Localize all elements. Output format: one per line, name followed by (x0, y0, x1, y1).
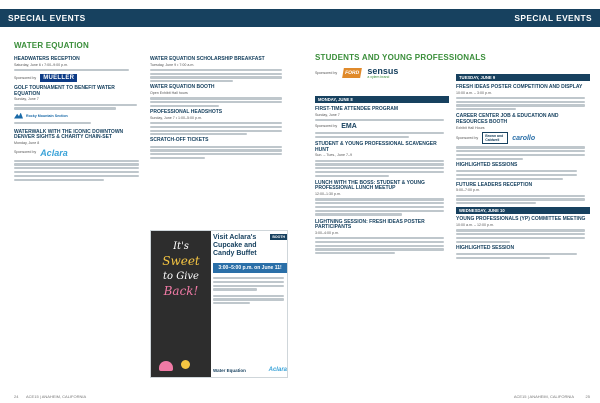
headshots-meta: Sunday, June 7 • 1:00–5:00 p.m. (150, 115, 202, 120)
aclara-ad-logo: Aclara (268, 367, 287, 373)
text-line (315, 241, 444, 243)
ad-brands (213, 367, 287, 373)
text-line (456, 202, 536, 204)
monday-header: MONDAY, JUNE 8 (315, 96, 449, 103)
aclara-logo: Aclara (40, 147, 68, 158)
text-line (315, 175, 389, 177)
sponsored-by-label-career: Sponsored by (456, 135, 479, 140)
tuesday-header: TUESDAY, JUNE 9 (456, 74, 590, 81)
text-line (150, 146, 282, 148)
career-title: CAREER CENTER JOB & EDUCATION AND RESOURCES BOOTH (456, 113, 559, 126)
lunch-meta: 12:00–1:30 p.m. (315, 192, 341, 197)
text-line (213, 281, 284, 283)
sensus-text: sensus (367, 66, 399, 76)
text-line (150, 126, 282, 128)
sponsored-by-label: Sponsored by (14, 75, 37, 80)
text-line (213, 285, 284, 287)
text-line (315, 245, 444, 247)
golf-meta: Sunday, June 7 (14, 97, 39, 102)
ad-headline: Visit Aclara's Cupcake and Candy Buffet (213, 234, 257, 257)
waterwalk-meta: Monday, June 8 (14, 140, 40, 145)
text-line (456, 195, 585, 197)
text-line (456, 170, 577, 172)
first-time-title: FIRST-TIME ATTENDEE PROGRAM (315, 106, 399, 112)
text-line (14, 107, 116, 109)
yp-committee-meta: 10:00 a.m. – 12:00 p.m. (456, 223, 494, 228)
ad-script-2: Sweet (162, 254, 200, 268)
scholarship-meta: Tuesday, June 9 • 7:00 a.m. (150, 62, 195, 67)
text-line (14, 163, 139, 165)
sponsored-by-label-ema: Sponsored by (315, 124, 338, 129)
text-line (456, 229, 585, 231)
headwaters-title: HEADWATERS RECEPTION (14, 56, 80, 62)
text-line (213, 288, 257, 290)
text-line (456, 237, 585, 239)
text-line (456, 108, 516, 110)
text-line (456, 101, 585, 103)
text-line (150, 80, 233, 82)
text-line (456, 233, 585, 235)
sensus-logo (367, 67, 398, 79)
water-equation-title: WATER EQUATION (14, 41, 89, 50)
text-line (456, 97, 585, 99)
text-line (213, 298, 284, 300)
right-column-1 (315, 96, 449, 256)
text-line (315, 132, 444, 134)
text-line (456, 198, 585, 200)
poster-title: FRESH IDEAS POSTER COMPETITION AND DISPLAY (456, 84, 583, 90)
right-column-2 (456, 74, 590, 261)
right-footer: ACE15 | ANAHEIM, CALIFORNIA (513, 394, 574, 399)
ad-time: 3:00–5:00 p.m. on June 11! (213, 263, 287, 273)
text-line (456, 158, 523, 160)
text-line (150, 97, 282, 99)
text-line (150, 130, 282, 132)
text-line (315, 171, 444, 173)
text-line (150, 149, 282, 151)
text-line (213, 302, 250, 304)
lightning-meta: 3:00–4:00 p.m. (315, 230, 339, 235)
scavenger-title: STUDENT & YOUNG PROFESSIONAL SCAVENGER HUNT (315, 141, 437, 153)
text-line (14, 167, 139, 169)
ad-script (155, 239, 207, 299)
text-line (456, 241, 510, 243)
text-line (213, 277, 284, 279)
carollo-logo: carollo (512, 134, 536, 142)
highlighted-session-title: HIGHLIGHTED SESSION (456, 244, 515, 251)
text-line (315, 252, 395, 254)
right-sponsors (315, 67, 398, 79)
career-meta: Exhibit Hall Hours (456, 125, 485, 130)
text-line (14, 171, 139, 173)
career-sponsors (456, 132, 590, 144)
text-line (315, 198, 444, 200)
brown-caldwell-logo: Brown and Caldwell (482, 132, 508, 144)
text-line (14, 175, 139, 177)
text-line (315, 237, 444, 239)
text-line (315, 160, 444, 162)
ad-script-3: to Give (163, 271, 199, 282)
ema-logo: EMA (341, 123, 357, 131)
water-equation-logo: Water Equation (213, 367, 246, 373)
text-line (14, 179, 104, 181)
students-title: STUDENTS AND YOUNG PROFESSIONALS (315, 53, 486, 62)
ad-chalkboard (151, 231, 211, 377)
text-line (150, 157, 205, 159)
right-page-number: 25 (585, 394, 590, 399)
left-column-2 (150, 57, 288, 161)
cupcake-icon (159, 361, 173, 371)
scholarship-title: WATER EQUATION SCHOLARSHIP BREAKFAST (150, 56, 265, 62)
text-line (315, 167, 444, 169)
lunch-title: LUNCH WITH THE BOSS: STUDENT & YOUNG PROFESSIONAL LUNCH MEETUP (315, 179, 425, 192)
text-line (315, 248, 444, 250)
text-line (315, 163, 444, 165)
ad-copy (213, 234, 287, 306)
text-line (150, 153, 282, 155)
poster-meta: 10:00 a.m. – 3:00 p.m. (456, 90, 492, 95)
left-column-1 (14, 57, 142, 182)
text-line (456, 146, 585, 148)
headshots-title: PROFESSIONAL HEADSHOTS (150, 109, 223, 116)
text-line (456, 178, 563, 180)
sponsored-by-label-right: Sponsored by (315, 70, 338, 75)
highlighted-title: HIGHLIGHTED SESSIONS (456, 161, 518, 168)
golf-title: GOLF TOURNAMENT TO BENEFIT WATER EQUATION (14, 85, 115, 97)
text-line (14, 160, 139, 162)
rocky-mountain-logo: Rocky Mountain Section (26, 113, 68, 118)
ford-logo: FORD (342, 68, 362, 78)
rocky-sponsor (14, 113, 142, 119)
text-line (150, 133, 247, 135)
text-line (14, 122, 91, 124)
scratch-off-title: SCRATCH-OFF TICKETS (150, 137, 209, 144)
right-page (300, 0, 600, 403)
text-line (456, 104, 585, 106)
future-leaders-meta: 5:00–7:00 p.m. (456, 188, 480, 193)
right-banner: SPECIAL EVENTS (300, 9, 600, 27)
left-footer: ACE15 | ANAHEIM, CALIFORNIA (26, 394, 87, 399)
text-line (456, 257, 550, 259)
text-line (150, 69, 282, 71)
lightning-title: LIGHTNING SESSION: FRESH IDEAS POSTER PARTICIPANTS (315, 218, 425, 231)
text-line (315, 213, 402, 215)
text-line (456, 154, 585, 156)
text-line (14, 104, 137, 106)
ad-script-4: Back! (163, 284, 199, 298)
text-line (315, 210, 444, 212)
first-time-meta: Sunday, June 7 (315, 112, 340, 117)
ad-script-1: It's (173, 241, 189, 252)
future-leaders-title: FUTURE LEADERS RECEPTION (456, 181, 533, 188)
left-page-number: 24 (14, 394, 19, 399)
text-line (456, 174, 577, 176)
text-line (150, 105, 219, 107)
text-line (315, 202, 444, 204)
text-line (315, 136, 409, 138)
text-line (213, 295, 284, 297)
text-line (150, 122, 282, 124)
booth-title: WATER EQUATION BOOTH (150, 84, 215, 91)
ad-booth-badge: BOOTH (272, 235, 285, 239)
candy-icon (181, 360, 190, 369)
cupcake-ad[interactable] (150, 230, 288, 378)
ema-sponsor (315, 123, 449, 130)
wednesday-header: WEDNESDAY, JUNE 10 (456, 207, 590, 214)
text-line (150, 76, 282, 78)
yp-committee-title: YOUNG PROFESSIONALS (YP) COMMITTEE MEETING (456, 216, 586, 223)
waterwalk-title: WATERWALK WITH THE ICONIC DOWNTOWN DENVER SIGHTS & CHARITY CHAIN-SET (14, 128, 124, 141)
headwaters-meta: Saturday, June 6 • 7:00–9:00 p.m. (14, 62, 69, 67)
text-line (456, 150, 585, 152)
text-line (150, 101, 282, 103)
text-line (315, 206, 444, 208)
sponsored-by-label-2: Sponsored by (14, 150, 37, 155)
mountain-icon (14, 113, 23, 119)
left-banner: SPECIAL EVENTS (0, 9, 300, 27)
mueller-logo: MUELLER (40, 74, 77, 82)
aclara-sponsor (14, 148, 142, 158)
xylem-text: a xylem brand (367, 75, 390, 79)
text-line (14, 69, 129, 71)
text-line (315, 119, 444, 121)
scavenger-meta: Sun. – Tues., June 7–9 (315, 153, 352, 158)
booth-meta: Open Exhibit Hall hours (150, 91, 188, 96)
text-line (150, 73, 282, 75)
mueller-sponsor (14, 74, 142, 82)
text-line (456, 253, 577, 255)
